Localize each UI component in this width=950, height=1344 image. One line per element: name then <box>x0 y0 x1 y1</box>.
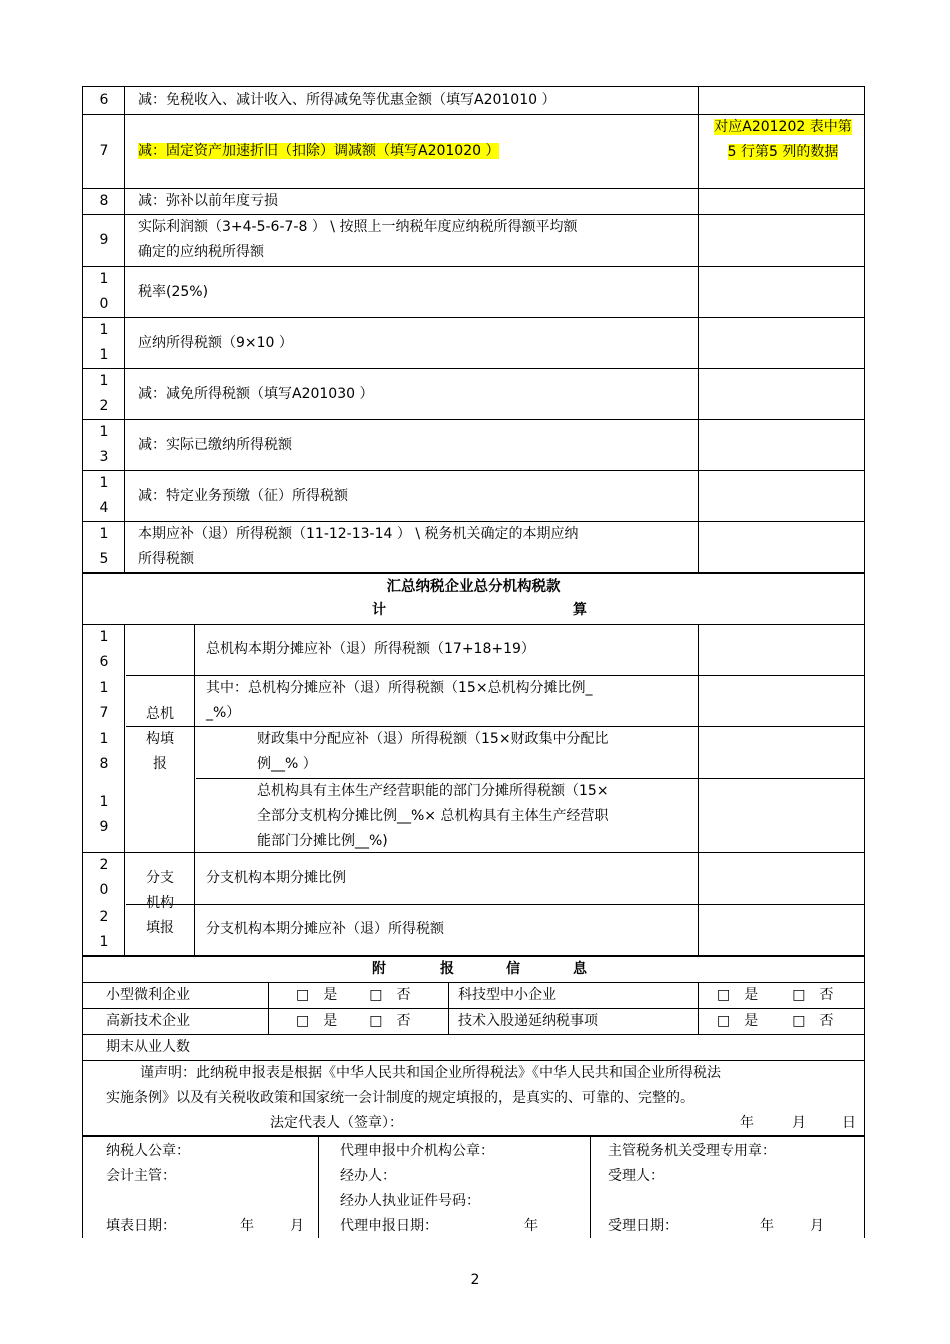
agent-seal-label: 代理申报中介机构公章： <box>340 1143 494 1159</box>
checkbox-yes[interactable]: □ <box>717 1013 731 1029</box>
row-number: 0 <box>99 882 109 898</box>
group-label: 构填 <box>146 731 174 747</box>
title-char: 附 <box>372 961 386 977</box>
date-year: 年 <box>760 1218 774 1234</box>
date-month: 月 <box>290 1218 304 1234</box>
row-number: 1 <box>99 934 109 950</box>
date-month: 月 <box>810 1218 824 1234</box>
row-label: 总机构本期分摊应补（退）所得税额（17+18+19） <box>206 641 535 657</box>
tax-office-seal-label: 主管税务机关受理专用章： <box>608 1143 776 1159</box>
row-number: 6 <box>99 92 109 108</box>
row-label: 减：弥补以前年度亏损 <box>138 193 278 209</box>
yes-no-options <box>296 1009 410 1034</box>
row-label: 确定的应纳税所得额 <box>138 244 264 260</box>
accountant-label: 会计主管： <box>106 1168 176 1184</box>
yes-no-options <box>717 983 833 1008</box>
title-char: 信 <box>506 961 520 977</box>
row-number: 1 <box>99 794 109 810</box>
taxpayer-seal-label: 纳税人公章： <box>106 1143 190 1159</box>
row-number: 7 <box>99 143 109 159</box>
row-label: 所得税额 <box>138 551 194 567</box>
row-label: 本期应补（退）所得税额（11-12-13-14 ） \ 税务机关确定的本期应纳 <box>138 526 579 542</box>
row-label: 分支机构本期分摊应补（退）所得税额 <box>206 921 444 937</box>
row-label-highlighted: 减：固定资产加速折旧（扣除）调减额（填写A201020 ） <box>138 143 500 159</box>
row-number: 1 <box>99 680 109 696</box>
section-title-char: 算 <box>573 602 587 618</box>
row-number: 1 <box>99 526 109 542</box>
row-label: 全部分支机构分摊比例__%× 总机构具有主体生产经营职 <box>257 808 609 824</box>
date-year: 年 <box>740 1115 754 1131</box>
row-label: 应纳所得税额（9×10 ） <box>138 335 293 351</box>
row-number: 7 <box>99 705 109 721</box>
row-number: 2 <box>99 398 109 414</box>
group-label: 机构 <box>146 895 174 911</box>
group-label: 分支 <box>146 870 174 886</box>
declaration-line: 实施条例》以及有关税收政策和国家统一会计制度的规定填报的，是真实的、可靠的、完整的。 <box>106 1090 694 1106</box>
checkbox-yes[interactable]: □ <box>296 987 310 1003</box>
row-label: 例__% ） <box>257 756 317 772</box>
checkbox-no[interactable]: □ <box>369 987 383 1003</box>
row-number: 8 <box>99 193 109 209</box>
row-number: 8 <box>99 756 109 772</box>
row-label: 减：特定业务预缴（征）所得税额 <box>138 488 348 504</box>
high-tech-enterprise-label: 高新技术企业 <box>106 1013 190 1029</box>
option-label: 否 <box>396 1013 411 1029</box>
row-number: 0 <box>99 296 109 312</box>
row-label: 其中：总机构分摊应补（退）所得税额（15×总机构分摊比例_ <box>206 680 593 696</box>
row-number: 6 <box>99 654 109 670</box>
checkbox-no[interactable]: □ <box>792 1013 806 1029</box>
option-label: 是 <box>323 987 338 1003</box>
row-number: 9 <box>99 819 109 835</box>
row-number: 2 <box>99 857 109 873</box>
receiver-label: 受理人： <box>608 1168 664 1184</box>
title-char: 息 <box>573 961 587 977</box>
row-number: 5 <box>99 551 109 567</box>
handler-label: 经办人： <box>340 1168 396 1184</box>
row-number: 1 <box>99 322 109 338</box>
yes-no-options <box>296 983 410 1008</box>
group-label: 总机 <box>146 706 174 722</box>
option-label: 否 <box>819 1013 834 1029</box>
row-label: 减：实际已缴纳所得税额 <box>138 437 292 453</box>
row-number: 1 <box>99 347 109 363</box>
date-month: 月 <box>792 1115 806 1131</box>
option-label: 是 <box>323 1013 338 1029</box>
option-label: 否 <box>396 987 411 1003</box>
row-note-highlighted: 对应A201202 表中第5 行第5 列的数据 <box>714 119 852 160</box>
option-label: 否 <box>819 987 834 1003</box>
option-label: 是 <box>744 987 759 1003</box>
fill-date-label: 填表日期： <box>106 1218 176 1234</box>
tax-return-form <box>82 86 865 1238</box>
option-label: 是 <box>744 1013 759 1029</box>
checkbox-yes[interactable]: □ <box>717 987 731 1003</box>
section-title-char: 计 <box>372 602 386 618</box>
declaration-line: 谨声明：此纳税申报表是根据《中华人民共和国企业所得税法》《中华人民共和国企业所得税法 <box>140 1065 721 1081</box>
row-label: 减：减免所得税额（填写A201030 ） <box>138 386 374 402</box>
row-number: 1 <box>99 424 109 440</box>
row-number: 3 <box>99 449 109 465</box>
date-year: 年 <box>524 1218 538 1234</box>
checkbox-no[interactable]: □ <box>792 987 806 1003</box>
small-micro-enterprise-label: 小型微利企业 <box>106 987 190 1003</box>
group-label: 报 <box>153 756 167 772</box>
agent-date-label: 代理申报日期： <box>340 1218 438 1234</box>
row-number: 2 <box>99 909 109 925</box>
section-title: 汇总纳税企业总分机构税款 <box>386 579 561 595</box>
yes-no-options <box>717 1009 833 1034</box>
row-label: _%） <box>206 705 241 721</box>
row-number: 9 <box>99 232 109 248</box>
row-number: 1 <box>99 373 109 389</box>
row-label: 能部门分摊比例__%) <box>257 833 388 849</box>
checkbox-yes[interactable]: □ <box>296 1013 310 1029</box>
row-label: 税率(25%) <box>138 284 209 300</box>
handler-cert-label: 经办人执业证件号码： <box>340 1193 480 1209</box>
date-day: 日 <box>842 1115 856 1131</box>
employee-count-label: 期末从业人数 <box>106 1039 190 1055</box>
group-label: 填报 <box>146 920 174 936</box>
row-label: 分支机构本期分摊比例 <box>206 870 346 886</box>
row-number: 1 <box>99 271 109 287</box>
row-label: 总机构具有主体生产经营职能的部门分摊所得税额（15× <box>257 783 609 799</box>
checkbox-no[interactable]: □ <box>369 1013 383 1029</box>
date-year: 年 <box>240 1218 254 1234</box>
tech-sme-label: 科技型中小企业 <box>458 987 556 1003</box>
page-number: 2 <box>470 1272 480 1288</box>
title-char: 报 <box>440 961 454 977</box>
row-number: 1 <box>99 475 109 491</box>
row-label: 财政集中分配应补（退）所得税额（15×财政集中分配比 <box>257 731 609 747</box>
row-number: 1 <box>99 731 109 747</box>
legal-rep-signature-label: 法定代表人（签章）： <box>270 1115 403 1131</box>
receive-date-label: 受理日期： <box>608 1218 678 1234</box>
tech-share-deferral-label: 技术入股递延纳税事项 <box>458 1013 598 1029</box>
row-number: 1 <box>99 629 109 645</box>
row-number: 4 <box>99 500 109 516</box>
row-label: 实际利润额（3+4-5-6-7-8 ） \ 按照上一纳税年度应纳税所得额平均额 <box>138 219 578 235</box>
row-label: 减：免税收入、减计收入、所得减免等优惠金额（填写A201010 ） <box>138 92 556 108</box>
